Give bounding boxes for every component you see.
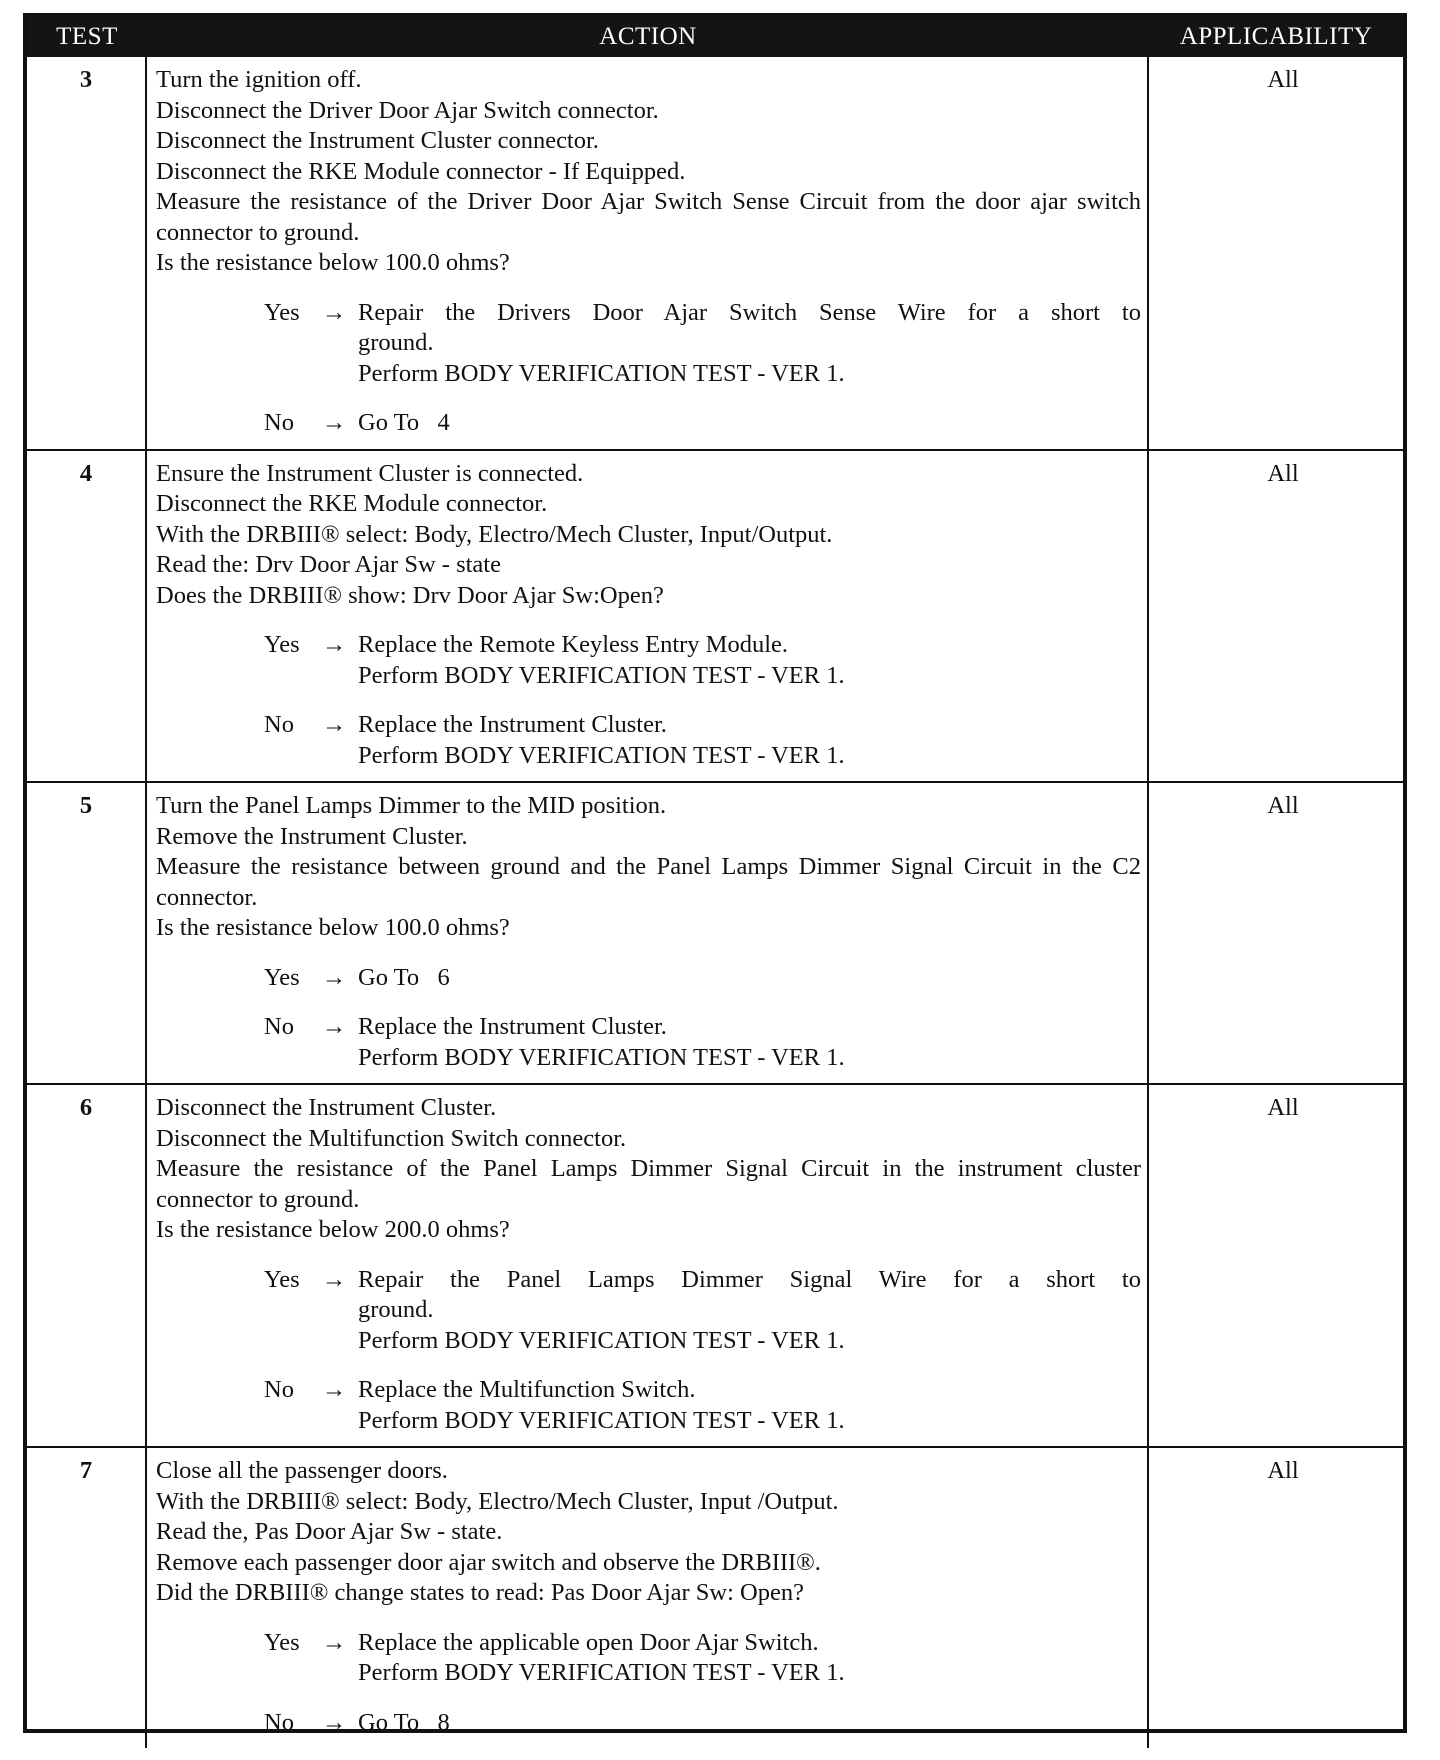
outcome-line: Perform BODY VERIFICATION TEST - VER 1.: [358, 1326, 845, 1354]
action-cell: [147, 57, 1149, 449]
action-step: Measure the resistance of the Panel Lamps Dimmer Signal Circuit in the instrument cluster connector to ground.: [156, 1155, 1141, 1213]
table-header: [27, 17, 1403, 57]
action-step: Measure the resistance between ground and the Panel Lamps Dimmer Signal Circuit in the C2 connector.: [156, 853, 1141, 911]
outcome-yes: [156, 298, 1141, 390]
outcome-yes: [156, 630, 1141, 691]
right-arrow-icon: →: [321, 298, 347, 326]
right-arrow-icon: →: [321, 409, 347, 436]
table-row: [27, 57, 1403, 449]
outcome-label: No: [264, 711, 294, 738]
action-step: With the DRBIII® select: Body, Electro/Mech Cluster, Input /Output.: [156, 1487, 839, 1515]
action-step: Disconnect the RKE Module connector.: [156, 490, 548, 517]
action-step: Disconnect the Multifunction Switch connector.: [156, 1124, 627, 1152]
header-action: ACTION: [599, 23, 697, 50]
applicability-cell: All: [1267, 459, 1299, 487]
outcome-line: Repair the Panel Lamps Dimmer Signal Wire for a short to: [358, 1265, 1141, 1293]
outcome-line: Replace the Multifunction Switch.: [358, 1376, 696, 1403]
outcome-line: Go To 4: [358, 409, 450, 436]
outcome-text: [358, 1628, 1141, 1689]
right-arrow-icon: →: [321, 963, 347, 991]
outcome-text: [358, 630, 1141, 691]
outcome-label: Yes: [264, 631, 300, 658]
action-step: Disconnect the Instrument Cluster connector.: [156, 127, 599, 154]
action-step: Remove each passenger door ajar switch and observe the DRBIII®.: [156, 1548, 821, 1576]
outcome-line: Go To 6: [358, 963, 450, 991]
outcome-text: [358, 710, 1141, 771]
outcome-list: [156, 1265, 1141, 1437]
outcome-label: Yes: [264, 1628, 300, 1656]
outcome-list: [156, 298, 1141, 439]
table-row: [27, 1446, 1403, 1748]
outcome-line: Repair the Drivers Door Ajar Switch Sense Wire for a short to: [358, 298, 1141, 326]
right-arrow-icon: →: [321, 631, 347, 658]
outcome-yes: [156, 963, 1141, 994]
applicability-cell: All: [1267, 792, 1299, 819]
outcome-line: Perform BODY VERIFICATION TEST - VER 1.: [358, 1659, 845, 1686]
test-number: 7: [27, 1448, 147, 1748]
outcome-line: Perform BODY VERIFICATION TEST - VER 1.: [358, 661, 845, 689]
action-step: Read the, Pas Door Ajar Sw - state.: [156, 1518, 503, 1545]
applicability-cell: All: [1267, 66, 1299, 93]
outcome-text: [358, 1375, 1141, 1436]
table-row: [27, 781, 1403, 1083]
outcome-line: Go To 8: [358, 1708, 450, 1736]
outcome-text: [358, 298, 1141, 390]
outcome-line: Replace the Instrument Cluster.: [358, 711, 667, 738]
outcome-label: Yes: [264, 1265, 300, 1293]
action-step: Does the DRBIII® show: Drv Door Ajar Sw:Open?: [156, 581, 664, 609]
outcome-line: ground.: [358, 1296, 434, 1323]
outcome-list: [156, 630, 1141, 771]
right-arrow-icon: →: [321, 1265, 347, 1293]
outcome-line: Replace the Remote Keyless Entry Module.: [358, 631, 788, 658]
action-step: Remove the Instrument Cluster.: [156, 822, 468, 850]
right-arrow-icon: →: [321, 711, 347, 738]
action-step: Did the DRBIII® change states to read: Pas Door Ajar Sw: Open?: [156, 1579, 804, 1606]
diagnostic-test-table: [23, 13, 1407, 1736]
action-step: Close all the passenger doors.: [156, 1457, 448, 1484]
outcome-label: Yes: [264, 298, 300, 326]
outcome-no: [156, 1375, 1141, 1436]
action-step: Turn the ignition off.: [156, 66, 362, 93]
outcome-label: No: [264, 1708, 294, 1736]
outcome-yes: [156, 1265, 1141, 1357]
outcome-line: Replace the applicable open Door Ajar Switch.: [358, 1628, 819, 1656]
action-step: With the DRBIII® select: Body, Electro/Mech Cluster, Input/Output.: [156, 520, 833, 548]
outcome-no: [156, 1012, 1141, 1073]
outcome-no: [156, 408, 1141, 439]
header-applicability: APPLICABILITY: [1179, 23, 1373, 50]
applicability-cell: All: [1267, 1094, 1299, 1121]
outcome-label: No: [264, 1013, 294, 1040]
action-cell: [147, 1448, 1149, 1748]
table-body: [27, 57, 1403, 1748]
action-step: Measure the resistance of the Driver Door Ajar Switch Sense Circuit from the door ajar switch connector to ground.: [156, 188, 1141, 246]
outcome-line: Perform BODY VERIFICATION TEST - VER 1.: [358, 1406, 845, 1434]
outcome-yes: [156, 1628, 1141, 1689]
header-test: TEST: [56, 23, 118, 50]
outcome-no: [156, 710, 1141, 771]
right-arrow-icon: →: [321, 1013, 347, 1040]
outcome-text: [358, 1012, 1141, 1073]
outcome-no: [156, 1708, 1141, 1739]
action-cell: [147, 783, 1149, 1083]
action-step: Is the resistance below 200.0 ohms?: [156, 1216, 510, 1243]
outcome-label: No: [264, 409, 294, 436]
right-arrow-icon: →: [321, 1708, 347, 1736]
outcome-line: Perform BODY VERIFICATION TEST - VER 1.: [358, 359, 845, 387]
table-row: [27, 449, 1403, 782]
outcome-line: Perform BODY VERIFICATION TEST - VER 1.: [358, 741, 845, 769]
action-step: Is the resistance below 100.0 ohms?: [156, 914, 510, 941]
action-step: Disconnect the Driver Door Ajar Switch connector.: [156, 96, 659, 124]
outcome-label: Yes: [264, 963, 300, 991]
action-step: Disconnect the Instrument Cluster.: [156, 1094, 497, 1121]
test-number: 4: [27, 451, 147, 782]
outcome-line: Replace the Instrument Cluster.: [358, 1013, 667, 1040]
table-row: [27, 1083, 1403, 1446]
test-number: 3: [27, 57, 147, 449]
right-arrow-icon: →: [321, 1628, 347, 1656]
right-arrow-icon: →: [321, 1376, 347, 1403]
applicability-cell: All: [1267, 1457, 1299, 1484]
outcome-label: No: [264, 1376, 294, 1403]
outcome-list: [156, 963, 1141, 1074]
action-step: Ensure the Instrument Cluster is connected.: [156, 459, 584, 487]
outcome-list: [156, 1628, 1141, 1739]
test-number: 5: [27, 783, 147, 1083]
outcome-text: [358, 963, 1141, 994]
outcome-line: Perform BODY VERIFICATION TEST - VER 1.: [358, 1043, 845, 1071]
outcome-line: ground.: [358, 329, 434, 356]
outcome-text: [358, 1708, 1141, 1739]
action-cell: [147, 451, 1149, 782]
outcome-text: [358, 408, 1141, 439]
test-number: 6: [27, 1085, 147, 1446]
action-step: Disconnect the RKE Module connector - If Equipped.: [156, 157, 686, 185]
outcome-text: [358, 1265, 1141, 1357]
action-step: Is the resistance below 100.0 ohms?: [156, 249, 510, 276]
action-step: Read the: Drv Door Ajar Sw - state: [156, 551, 501, 578]
action-cell: [147, 1085, 1149, 1446]
action-step: Turn the Panel Lamps Dimmer to the MID position.: [156, 792, 667, 819]
